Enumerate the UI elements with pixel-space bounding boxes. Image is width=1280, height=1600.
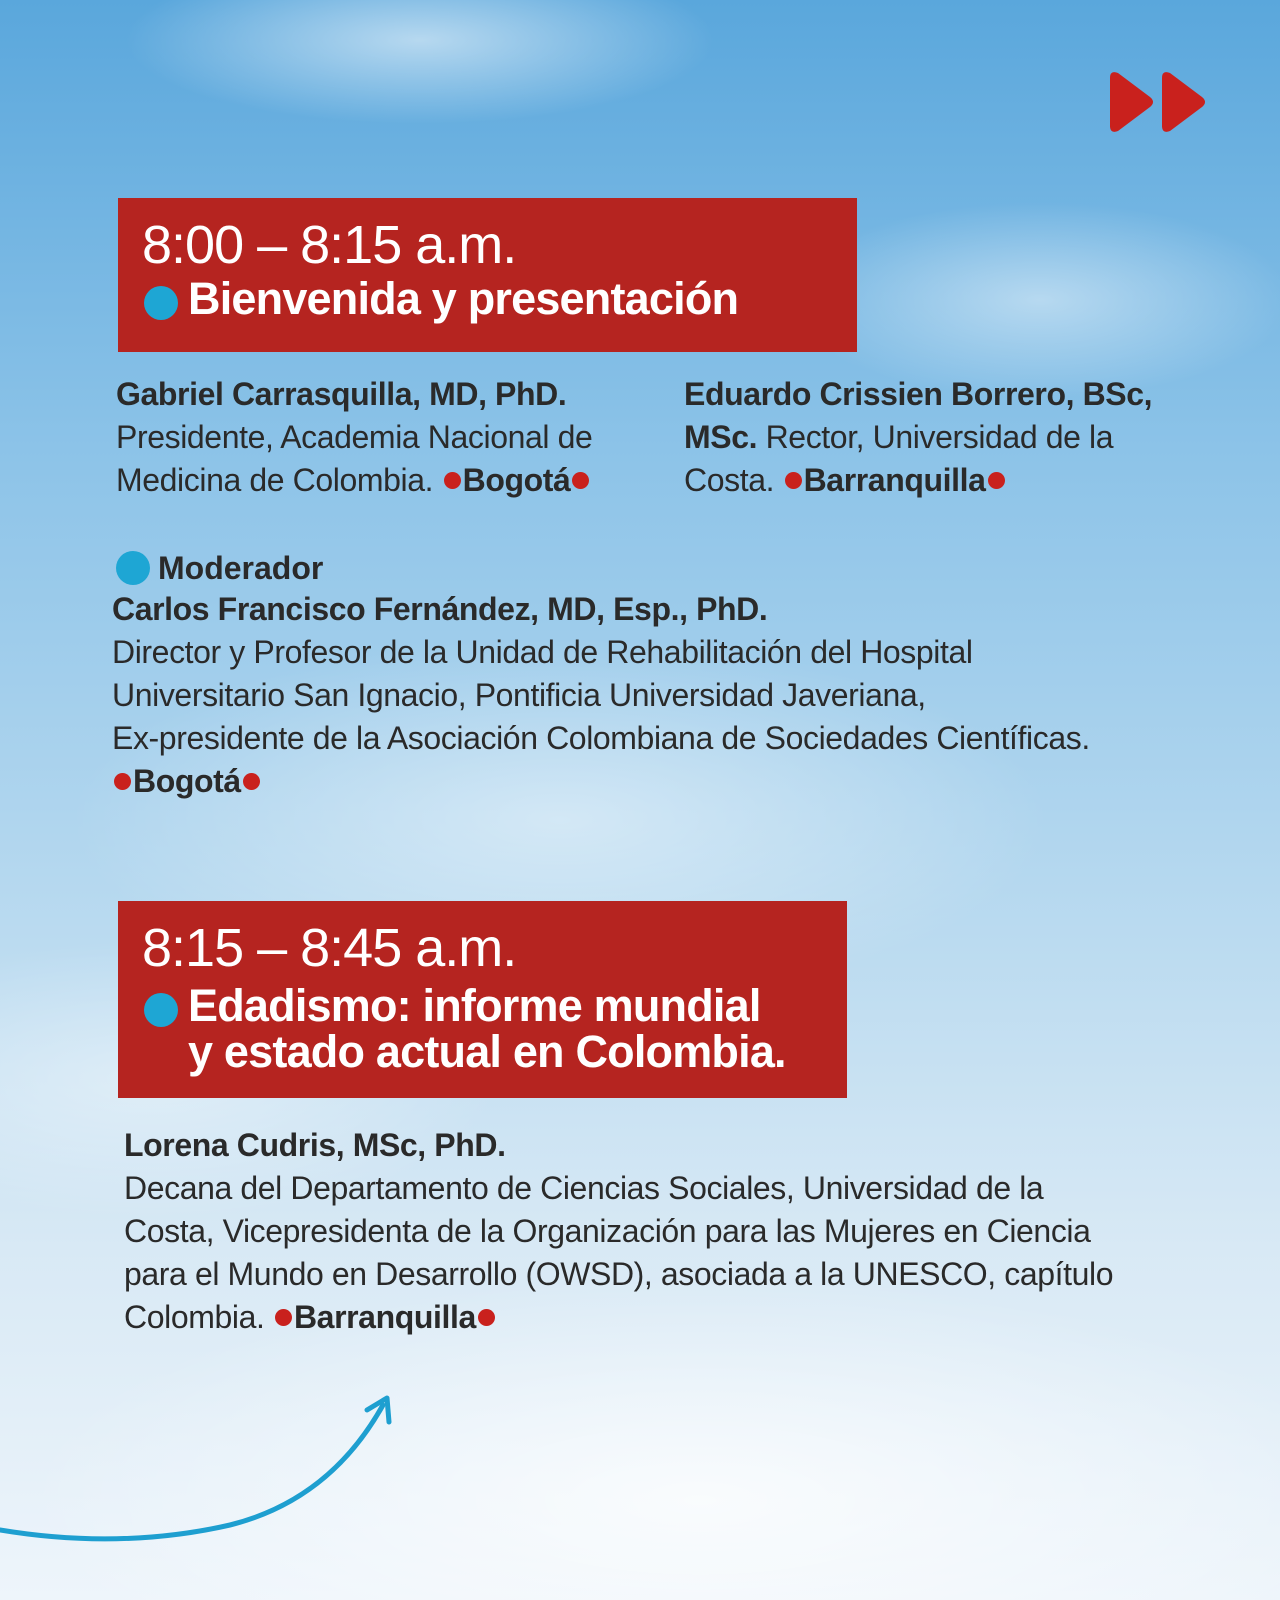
speaker-card-1 [116, 373, 656, 502]
speaker-location: Bogotá [442, 462, 592, 498]
moderator-location: Bogotá [112, 763, 262, 799]
moderator-label: Moderador [116, 548, 323, 588]
moderator-card [112, 588, 1242, 803]
speaker-card-3 [124, 1124, 1254, 1339]
speaker-name: Eduardo Crissien Borrero, BSc, MSc. [684, 376, 1153, 455]
curved-arrow-icon [0, 1360, 420, 1560]
location-dot-icon [243, 773, 260, 790]
slot-1-title-text: Bienvenida y presentación [188, 273, 739, 324]
location-dot-icon [572, 472, 589, 489]
speaker-description-line: Colombia. [124, 1299, 265, 1335]
location-dot-icon [478, 1309, 495, 1326]
speaker-description: Presidente, Academia Nacional de Medicina de Colombia. [116, 419, 593, 498]
speaker-name: Gabriel Carrasquilla, MD, PhD. [116, 376, 567, 412]
speaker-location: Barranquilla [783, 462, 1007, 498]
speaker-description-line: Decana del Departamento de Ciencias Sociales, Universidad de la [124, 1170, 1044, 1206]
moderator-description-line: Universitario San Ignacio, Pontificia Universidad Javeriana, [112, 677, 926, 713]
speaker-description-line: para el Mundo en Desarrollo (OWSD), asociada a la UNESCO, capítulo [124, 1256, 1114, 1292]
slot-2-time: 8:15 – 8:45 a.m. [142, 918, 517, 978]
slot-2-title-line: y estado actual en Colombia. [188, 1026, 786, 1077]
slot-2-header [118, 901, 847, 1098]
slot-2-title [142, 980, 817, 1077]
speaker-description-line: Costa, Vicepresidenta de la Organización para las Mujeres en Ciencia [124, 1213, 1091, 1249]
location-dot-icon [785, 472, 802, 489]
slot-1-title [142, 273, 827, 324]
moderator-description-line: Director y Profesor de la Unidad de Rehabilitación del Hospital [112, 634, 973, 670]
slot-1-header [118, 198, 857, 352]
speaker-card-2 [684, 373, 1204, 502]
location-dot-icon [988, 472, 1005, 489]
location-dot-icon [275, 1309, 292, 1326]
bullet-dot-icon [144, 286, 178, 320]
fast-forward-icon [1106, 70, 1208, 134]
moderator-description-line: Ex-presidente de la Asociación Colombiana de Sociedades Científicas. [112, 720, 1090, 756]
slot-2-title-line: Edadismo: informe mundial [188, 980, 761, 1031]
location-dot-icon [114, 773, 131, 790]
speaker-location: Barranquilla [273, 1299, 497, 1335]
slot-1-time: 8:00 – 8:15 a.m. [142, 215, 517, 275]
speaker-name: Lorena Cudris, MSc, PhD. [124, 1127, 506, 1163]
speaker-description: Rector, Universidad de la Costa. [684, 419, 1114, 498]
location-dot-icon [444, 472, 461, 489]
bullet-dot-icon [116, 551, 150, 585]
bullet-dot-icon [144, 993, 178, 1027]
moderator-name: Carlos Francisco Fernández, MD, Esp., PhD. [112, 591, 768, 627]
